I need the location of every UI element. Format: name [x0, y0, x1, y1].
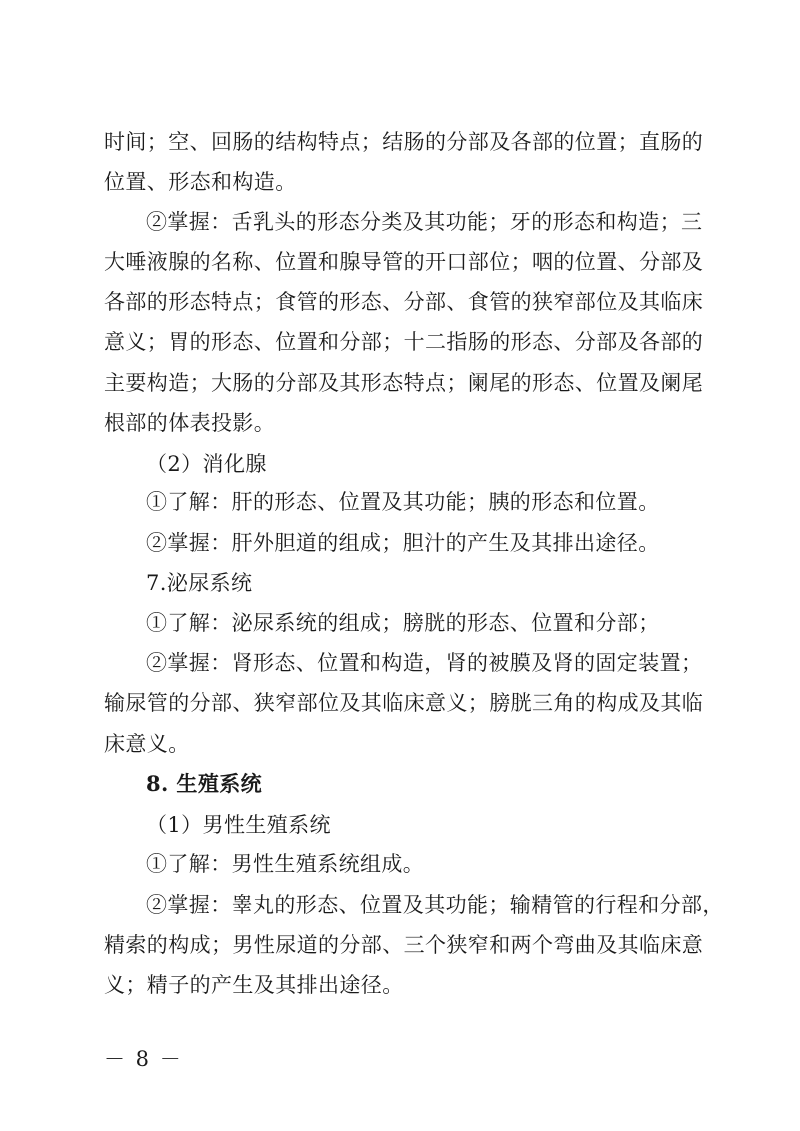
section-heading: （1）男性生殖系统: [146, 813, 331, 837]
text-line: 输尿管的分部、狭窄部位及其临床意义；膀胱三角的构成及其临: [104, 691, 704, 715]
text-line: 大唾液腺的名称、位置和腺导管的开口部位；咽的位置、分部及: [104, 250, 704, 274]
text-line: 各部的形态特点；食管的形态、分部、食管的狭窄部位及其临床: [104, 290, 704, 314]
text-line: 位置、形态和构造。: [104, 170, 297, 194]
text-line: 床意义。: [104, 732, 190, 756]
text-line: ①了解：肝的形态、位置及其功能；胰的形态和位置。: [146, 490, 660, 514]
text-line: 义；精子的产生及其排出途径。: [104, 973, 404, 997]
section-heading: 7.泌尿系统: [146, 571, 253, 595]
section-heading: （2）消化腺: [146, 452, 267, 476]
text-line: 主要构造；大肠的分部及其形态特点；阑尾的形态、位置及阑尾: [104, 371, 704, 395]
text-line: 意义；胃的形态、位置和分部；十二指肠的形态、分部及各部的: [104, 330, 704, 354]
page-number: － 8 －: [104, 1047, 183, 1071]
section-heading: 8. 生殖系统: [146, 771, 263, 796]
text-line: 时间；空、回肠的结构特点；结肠的分部及各部的位置；直肠的: [104, 130, 704, 154]
text-line: ②掌握：睾丸的形态、位置及其功能；输精管的行程和分部，: [146, 893, 724, 917]
text-line: ①了解：泌尿系统的组成；膀胱的形态、位置和分部；: [146, 611, 660, 635]
text-line: 精索的构成；男性尿道的分部、三个狭窄和两个弯曲及其临床意: [104, 933, 704, 957]
text-line: ②掌握：肝外胆道的组成；胆汁的产生及其排出途径。: [146, 531, 660, 555]
text-line: 根部的体表投影。: [104, 411, 276, 435]
text-line: ②掌握：舌乳头的形态分类及其功能；牙的形态和构造；三: [146, 210, 703, 234]
text-line: ①了解：男性生殖系统组成。: [146, 852, 425, 876]
text-line: ②掌握：肾形态、位置和构造，肾的被膜及肾的固定装置；: [146, 651, 703, 675]
